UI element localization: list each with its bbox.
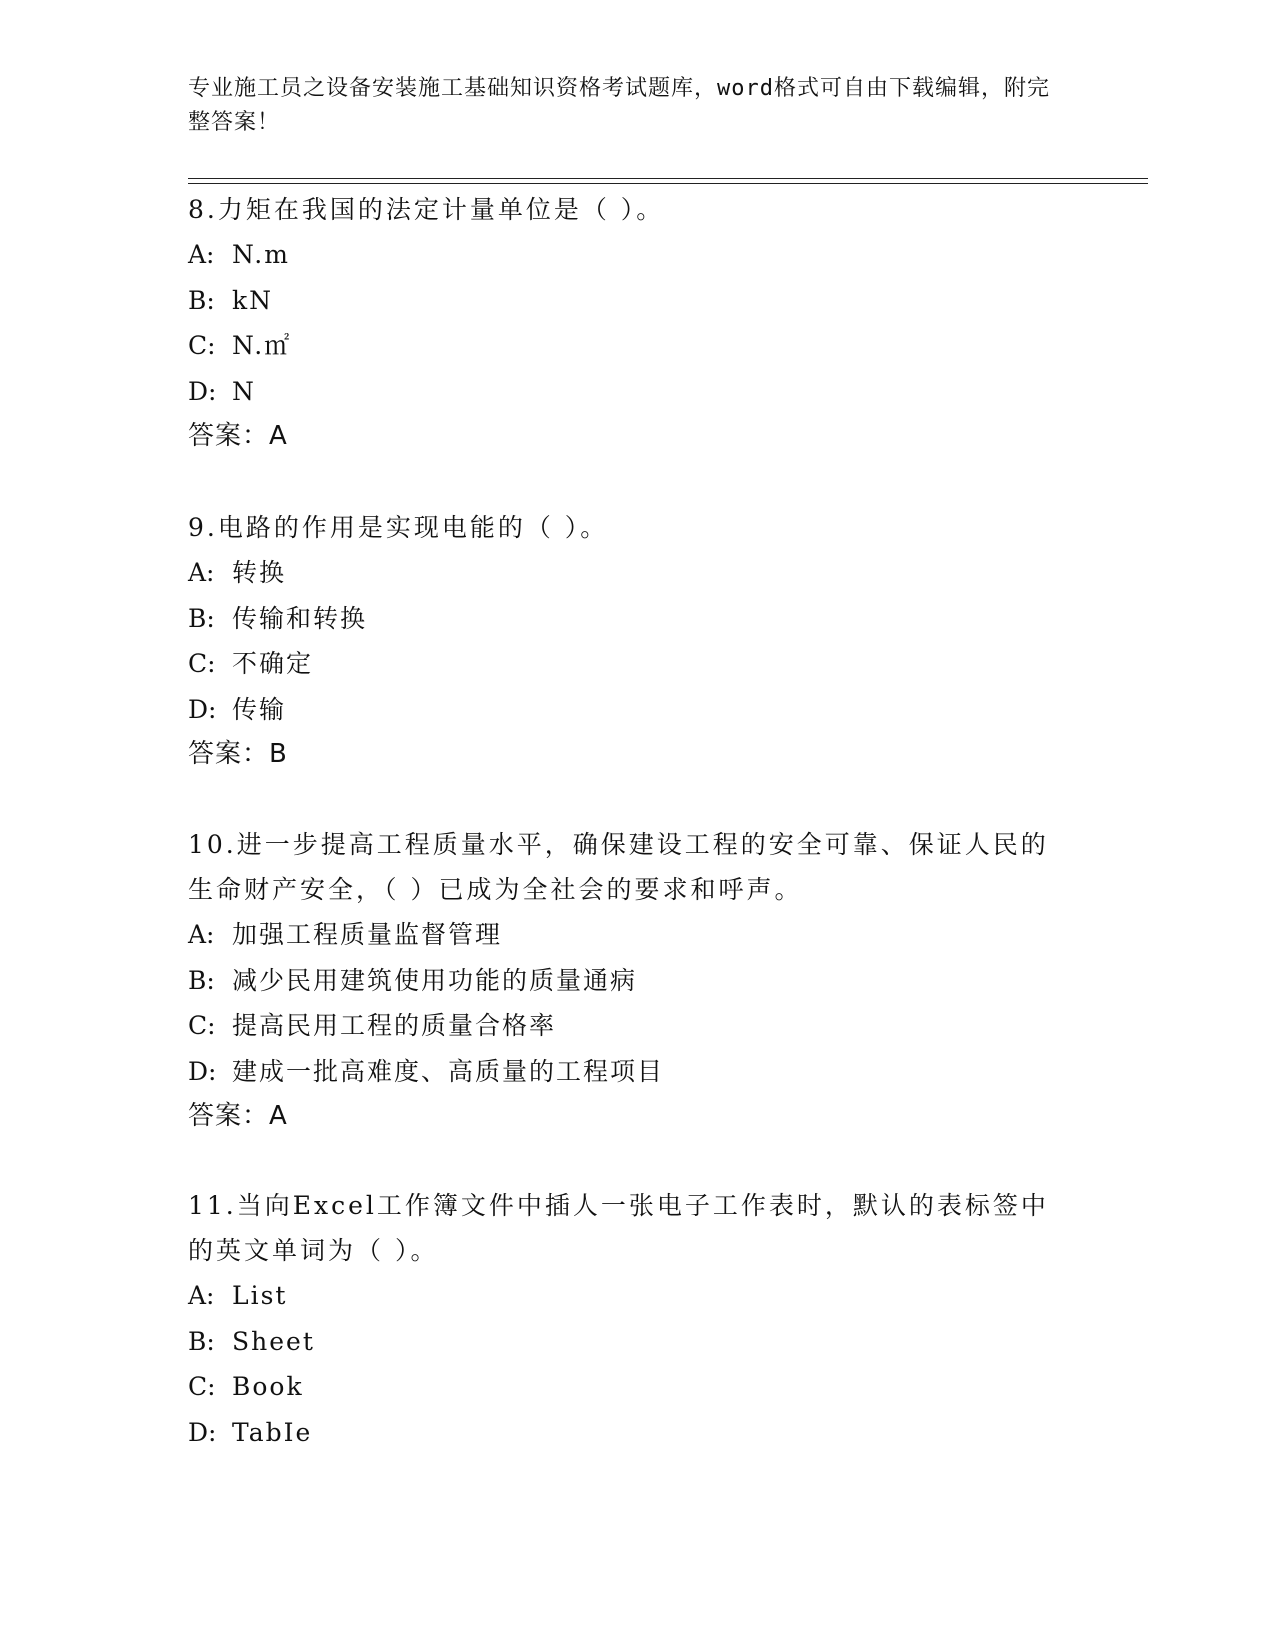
question-title: 8.力矩在我国的法定计量单位是（ ）。 [188, 195, 665, 224]
option-label: C: [188, 1372, 216, 1401]
option-text: Book [232, 1372, 304, 1401]
option-text: 减少民用建筑使用功能的质量通病 [232, 965, 638, 995]
option-a [188, 232, 1068, 278]
option-c [188, 323, 1068, 369]
option-text: N [232, 376, 256, 406]
option-text: 传输 [232, 694, 287, 724]
header-rule-bottom [188, 183, 1148, 184]
document-header: 专业施工员之设备安装施工基础知识资格考试题库，word格式可自由下载编辑，附完整答案！ [188, 76, 1050, 135]
option-text: 转换 [232, 558, 287, 587]
option-text: TabIe [232, 1417, 313, 1447]
option-b [188, 596, 1068, 642]
option-a [188, 1273, 1068, 1319]
answer-line: 答案：B [188, 739, 288, 769]
option-text: Sheet [232, 1326, 315, 1356]
option-b [188, 958, 1068, 1004]
option-b [188, 1319, 1068, 1365]
option-text: 加强工程质量监督管理 [232, 920, 503, 949]
option-a [188, 550, 1068, 596]
option-label: B: [188, 603, 215, 633]
option-label: C: [188, 331, 216, 360]
option-text: kN [232, 285, 274, 315]
question-8 [188, 187, 1068, 459]
option-d [188, 1410, 1068, 1456]
question-11 [188, 1183, 1068, 1455]
option-label: A: [188, 920, 215, 949]
option-label: A: [188, 1281, 215, 1310]
question-title: 9.电路的作用是实现电能的（ ）。 [188, 513, 609, 542]
option-label: A: [188, 240, 215, 269]
question-10 [188, 822, 1068, 1139]
option-c [188, 1364, 1068, 1410]
question-title: 11.当向Excel工作簿文件中插人一张电子工作表时，默认的表标签中的英文单词为（ ）。 [188, 1191, 1049, 1265]
answer-line: 答案：A [188, 1101, 288, 1131]
option-c [188, 641, 1068, 687]
option-d [188, 1049, 1068, 1095]
option-a [188, 912, 1068, 958]
header-rule-top [188, 178, 1148, 179]
option-label: D: [188, 376, 217, 406]
option-text: 传输和转换 [232, 603, 368, 633]
option-label: C: [188, 1011, 216, 1040]
option-text: 不确定 [232, 649, 314, 678]
option-text: 提高民用工程的质量合格率 [232, 1011, 557, 1040]
option-label: D: [188, 1056, 217, 1086]
option-text: List [232, 1281, 288, 1310]
option-label: D: [188, 694, 217, 724]
option-c [188, 1003, 1068, 1049]
option-label: B: [188, 285, 215, 315]
option-text: N.㎡ [232, 331, 292, 360]
option-label: B: [188, 1326, 215, 1356]
question-9 [188, 505, 1068, 777]
option-d [188, 687, 1068, 733]
option-d [188, 369, 1068, 415]
answer-line: 答案：A [188, 421, 288, 451]
option-text: N.m [232, 240, 290, 269]
option-label: D: [188, 1417, 217, 1447]
question-title: 10.进一步提高工程质量水平，确保建设工程的安全可靠、保证人民的生命财产安全，（ ）已成为全社会的要求和呼声。 [188, 830, 1049, 904]
option-text: 建成一批高难度、高质量的工程项目 [232, 1056, 665, 1086]
option-label: A: [188, 558, 215, 587]
option-label: C: [188, 649, 216, 678]
option-label: B: [188, 965, 215, 995]
option-b [188, 278, 1068, 324]
